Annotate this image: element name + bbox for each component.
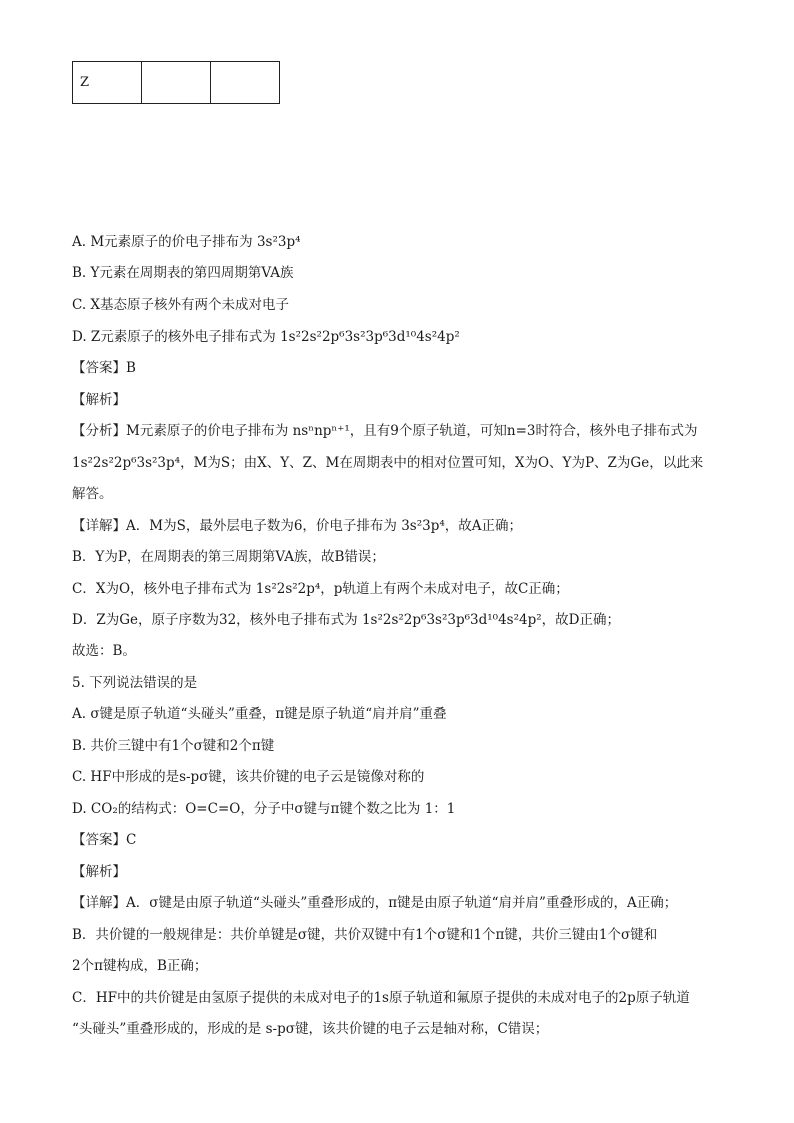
answer-value: C xyxy=(126,832,137,848)
table-cell: Z xyxy=(73,62,142,104)
q4-answer xyxy=(72,359,136,377)
q5-detail-b2: 2个π键构成，B正确； xyxy=(72,958,208,974)
answer-value: B xyxy=(126,360,136,376)
detail-text: A．σ键是由原子轨道“头碰头”重叠形成的，π键是由原子轨道“肩并肩”重叠形成的，A正确； xyxy=(126,895,678,911)
q5-detail-a xyxy=(72,894,677,912)
q4-option-a: A. M元素原子的价电子排布为 3s²3p⁴ xyxy=(72,234,301,250)
fenxi-text: M元素原子的价电子排布为 nsⁿnpⁿ⁺¹，且有9个原子轨道，可知n=3时符合，核外电子排布式为 xyxy=(126,423,698,439)
detail-text: A．M为S，最外层电子数为6，价电子排布为 3s²3p⁴，故A正确； xyxy=(126,518,523,534)
q4-fenxi-line-1 xyxy=(72,422,697,440)
q4-detail-b: B．Y为P，在周期表的第三周期第VA族，故B错误； xyxy=(72,549,385,565)
q4-detail-d: D．Z为Ge，原子序数为32，核外电子排布式为 1s²2s²2p⁶3s²3p⁶3d¹⁰4s²4p²，故D正确； xyxy=(72,612,620,628)
q5-detail-b1: B．共价键的一般规律是：共价单键是σ键，共价双键中有1个σ键和1个π键，共价三键由1个σ键和 xyxy=(72,927,658,943)
q4-option-c: C. X基态原子核外有两个未成对电子 xyxy=(72,297,290,313)
q4-choice: 故选：B。 xyxy=(72,643,136,659)
detail-tag: 【详解】 xyxy=(72,518,126,534)
q5-detail-c1: C．HF中的共价键是由氢原子提供的未成对电子的1s原子轨道和氟原子提供的未成对电子的2p原子轨道 xyxy=(72,990,690,1006)
q4-detail-a xyxy=(72,517,522,535)
q5-stem: 5. 下列说法错误的是 xyxy=(72,675,198,691)
answer-tag: 【答案】 xyxy=(72,360,126,376)
element-position-table xyxy=(72,61,280,104)
detail-tag: 【详解】 xyxy=(72,895,126,911)
q4-option-b: B. Y元素在周期表的第四周期第VA族 xyxy=(72,265,294,281)
table-row xyxy=(73,62,280,104)
q4-fenxi-line-2: 1s²2s²2p⁶3s²3p⁴，M为S；由X、Y、Z、M在周期表中的相对位置可知，X为O、Y为P、Z为Ge，以此来 xyxy=(72,455,704,471)
table-cell xyxy=(211,62,280,104)
q5-option-c: C. HF中形成的是s-pσ键，该共价键的电子云是镜像对称的 xyxy=(72,769,425,785)
q5-option-b: B. 共价三键中有1个σ键和2个π键 xyxy=(72,738,275,754)
q4-detail-c: C．X为O，核外电子排布式为 1s²2s²2p⁴，p轨道上有两个未成对电子，故C正确； xyxy=(72,581,569,597)
q4-fenxi-line-3: 解答。 xyxy=(72,486,113,502)
q5-option-d: D. CO₂的结构式：O=C=O，分子中σ键与π键个数之比为 1：1 xyxy=(72,801,456,817)
q4-analysis-tag: 【解析】 xyxy=(72,392,126,408)
table-cell xyxy=(142,62,211,104)
q5-detail-c2: “头碰头”重叠形成的，形成的是 s-pσ键，该共价键的电子云是轴对称，C错误； xyxy=(72,1021,549,1037)
q4-option-d: D. Z元素原子的核外电子排布式为 1s²2s²2p⁶3s²3p⁶3d¹⁰4s²4p² xyxy=(72,329,460,345)
q5-analysis-tag: 【解析】 xyxy=(72,864,126,880)
fenxi-tag: 【分析】 xyxy=(72,423,126,439)
answer-tag: 【答案】 xyxy=(72,832,126,848)
q5-answer xyxy=(72,831,136,849)
q5-option-a: A. σ键是原子轨道“头碰头”重叠，π键是原子轨道“肩并肩”重叠 xyxy=(72,706,447,722)
